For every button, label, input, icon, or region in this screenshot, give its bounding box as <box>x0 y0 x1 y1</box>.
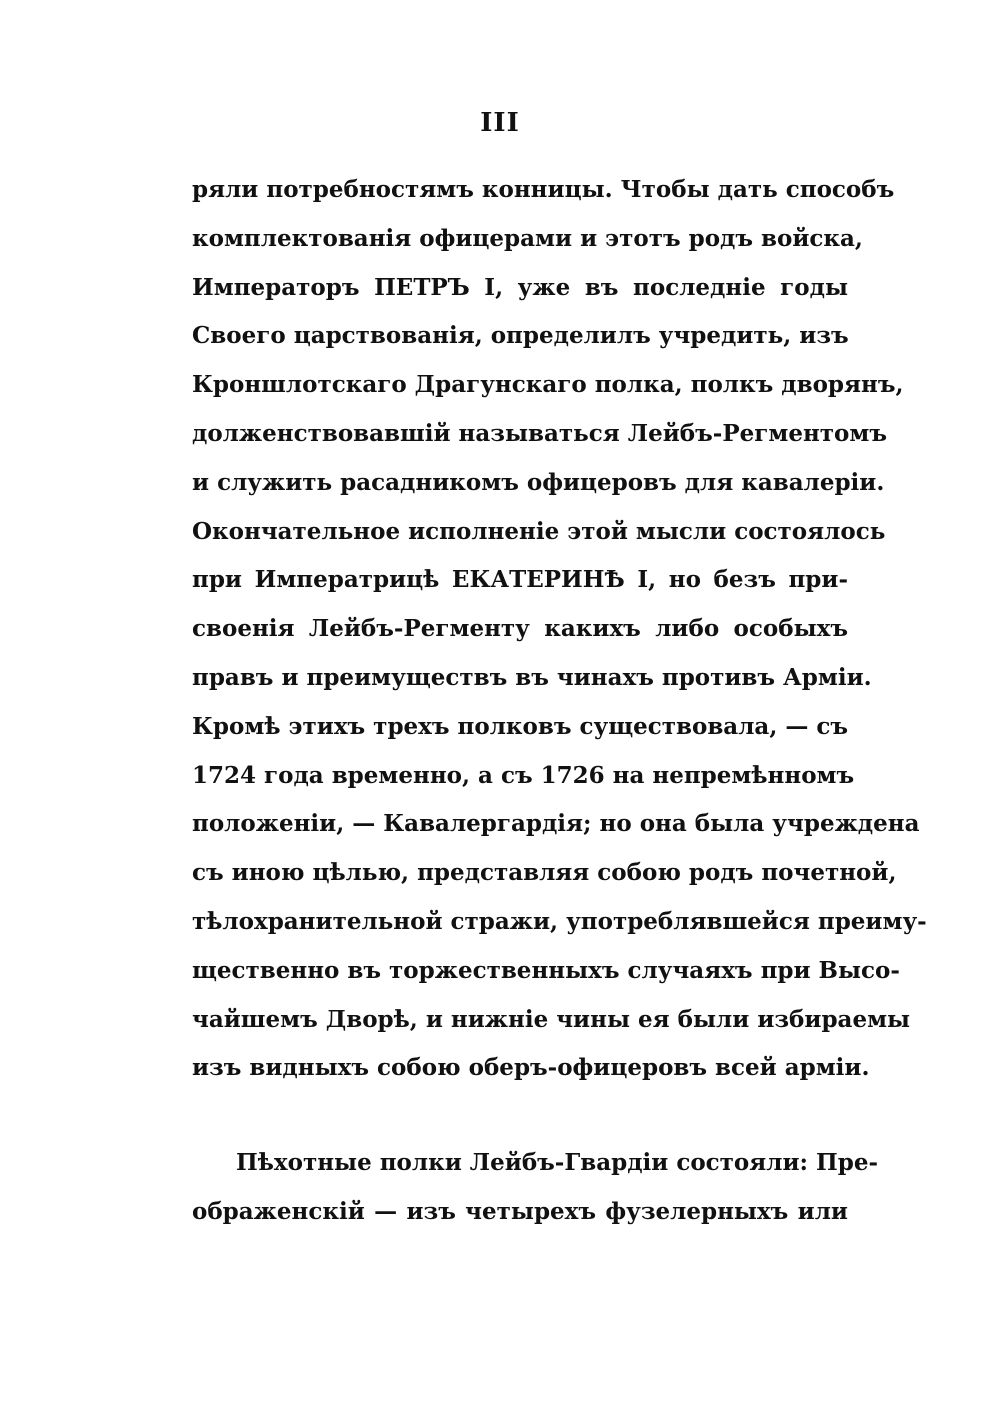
text-line: изъ видныхъ собою оберъ-офицеровъ всей арміи. <box>192 1054 870 1082</box>
text-line: щественно въ торжественныхъ случаяхъ при Высо- <box>192 956 900 984</box>
text-line: ряли потребностямъ конницы. Чтобы дать способъ <box>192 176 895 203</box>
text-line: Своего царствованія, определилъ учредить, изъ <box>192 322 849 350</box>
text-line: и служить расадникомъ офицеровъ для кавалеріи. <box>192 468 885 496</box>
text-line: чайшемъ Дворѣ, и нижніе чины ея были избираемы <box>192 1005 911 1033</box>
text-line: своенія Лейбъ-Регменту какихъ либо особыхъ <box>192 615 848 643</box>
text-line: положеніи, — Кавалергардія; но она была учреждена <box>192 810 920 838</box>
text-line: съ иною цѣлью, представляя собою родъ почетной, <box>192 859 897 887</box>
text-line: тѣлохранительной стражи, употреблявшейся преиму- <box>192 907 927 935</box>
paragraph-1 <box>192 166 927 1093</box>
text-line: долженствовавшій называться Лейбъ-Регментомъ <box>192 419 888 447</box>
text-line: при Императрицѣ ЕКАТЕРИНѢ I, но безъ при- <box>192 566 848 594</box>
text-line: комплектованія офицерами и этотъ родъ войска, <box>192 224 863 252</box>
text-line: правъ и преимуществъ въ чинахъ противъ Арміи. <box>192 663 872 691</box>
text-line: Кроншлотскаго Драгунскаго полка, полкъ дворянъ, <box>192 371 904 399</box>
text-line: Окончательное исполненіе этой мысли состоялось <box>192 517 886 545</box>
page-number: III <box>480 108 520 138</box>
paragraph-2 <box>192 1139 879 1237</box>
text-line: 1724 года временно, а съ 1726 на непремѣнномъ <box>192 761 855 789</box>
text-line: Императоръ ПЕТРЪ I, уже въ последніе годы <box>192 273 848 301</box>
text-line: Пѣхотные полки Лейбъ-Гвардіи состояли: Пре- <box>236 1149 879 1176</box>
text-line: Кромѣ этихъ трехъ полковъ существовала, — съ <box>192 712 848 740</box>
text-line: ображенскій — изъ четырехъ фузелерныхъ или <box>192 1197 848 1225</box>
